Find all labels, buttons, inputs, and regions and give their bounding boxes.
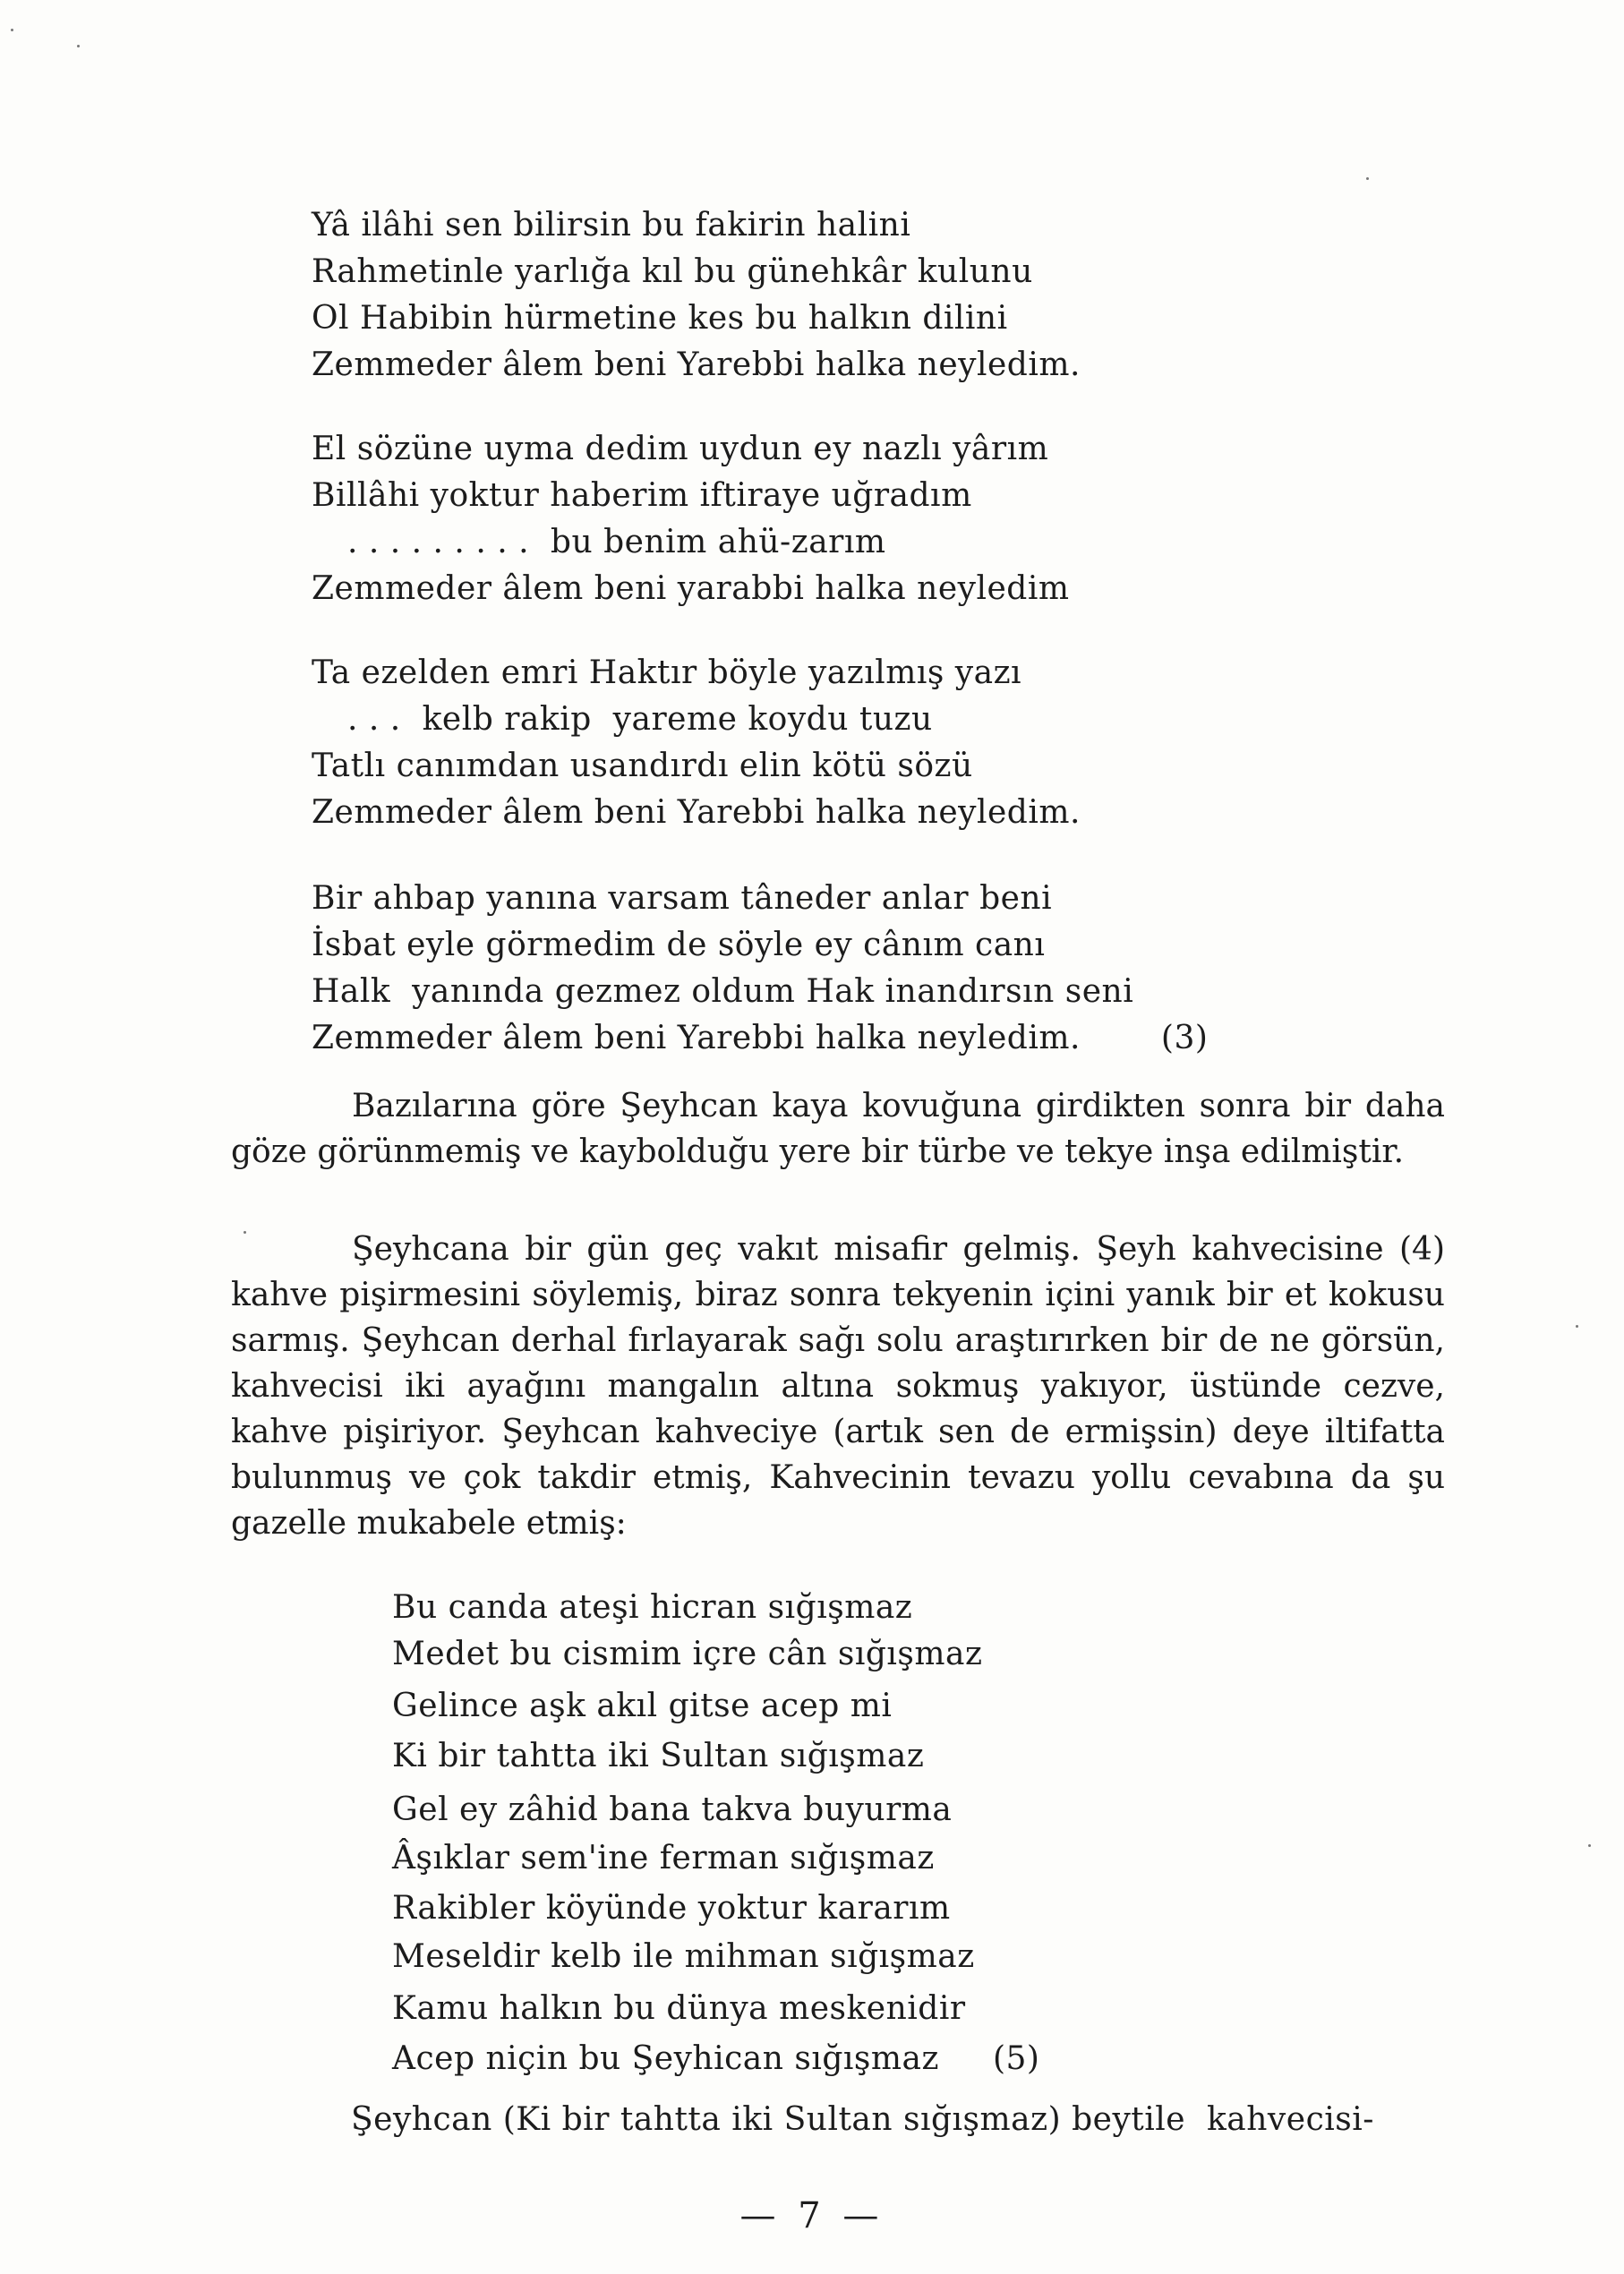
scan-speck [77,45,80,47]
page-number: — 7 — [739,2195,885,2236]
stanza4-line4 [312,1019,1208,1058]
gazel-line8: Meseldir kelb ile mihman sığışmaz [392,1938,975,1975]
stanza4-line1: Bir ahbap yanına varsam tâneder anlar beni [312,880,1053,917]
stanza1-line3: Ol Habibin hürmetine kes bu halkın dilini [312,300,1008,337]
footnote-ref-5: (5) [992,2040,1040,2077]
stanza1-line2: Rahmetinle yarlığa kıl bu günehkâr kulunu [312,253,1033,290]
stanza4-line2: İsbat eyle görmedim de söyle ey cânım canı [312,927,1046,963]
gazel-line3: Gelince aşk akıl gitse acep mi [392,1688,893,1724]
stanza3-line2: . . . kelb rakip yareme koydu tuzu [347,701,933,738]
gazel-line2: Medet bu cismim içre cân sığışmaz [392,1636,983,1672]
gazel-line1: Bu canda ateşi hicran sığışmaz [392,1589,913,1626]
stanza3-line3: Tatlı canımdan usandırdı elin kötü sözü [312,748,973,784]
stanza1-line4: Zemmeder âlem beni Yarebbi halka neyledim. [312,346,1081,383]
stanza3-line4: Zemmeder âlem beni Yarebbi halka neyledim. [312,794,1081,831]
closing-line: Şeyhcan (Ki bir tahtta iki Sultan sığışmaz) beytile kahvecisi- [351,2101,1374,2138]
stanza2-line4: Zemmeder âlem beni yarabbi halka neyledim [312,570,1070,607]
footnote-ref-3: (3) [1160,1020,1209,1056]
stanza3-line1: Ta ezelden emri Haktır böyle yazılmış yazı [312,654,1022,691]
gazel-line10-text: Acep niçin bu Şeyhican sığışmaz [392,2040,939,2077]
gazel-line6: Âşıklar sem'ine ferman sığışmaz [392,1840,935,1876]
stanza1-line1: Yâ ilâhi sen bilirsin bu fakirin halini [312,207,911,244]
scan-speck [11,29,13,31]
paragraph-1: Bazılarına göre Şeyhcan kaya kovuğuna girdikten sonra bir daha göze görünmemiş ve kaybolduğu yere bir türbe ve tekye inşa edilmiştir. [231,1088,1445,1170]
stanza4-line4-text: Zemmeder âlem beni Yarebbi halka neyledim. [312,1020,1081,1056]
gazel-line9: Kamu halkın bu dünya meskenidir [392,1990,966,2027]
stanza2-line3: . . . . . . . . . bu benim ahü-zarım [347,524,886,560]
scan-speck [1588,1844,1591,1847]
gazel-line10 [392,2039,1039,2079]
paragraph-2: Şeyhcana bir gün geç vakıt misafir gelmiş. Şeyh kahvecisine (4) kahve pişirmesini söylemiş, biraz sonra tekyenin içini yanık bir et kokusu sarmış. Şeyhcan derhal fırlayarak sağı solu araştırırken bir de ne görsün, kahvecisi iki ayağını mangalın altına sokmuş yakıyor, üstünde cezve, kahve pişiriyor. Şeyhcan kahveciye (artık sen de ermişsin) deye iltifatta bulunmuş ve çok takdir etmiş, Kahvecinin tevazu yollu cevabına da şu gazelle mukabele etmiş: [231,1231,1445,1542]
scan-speck [244,1231,246,1234]
gazel-line5: Gel ey zâhid bana takva buyurma [392,1791,953,1828]
scan-speck [1576,1325,1578,1328]
gazel-line7: Rakibler köyünde yoktur kararım [392,1890,951,1927]
stanza4-line3: Halk yanında gezmez oldum Hak inandırsın seni [312,973,1134,1010]
stanza2-line2: Billâhi yoktur haberim iftiraye uğradım [312,477,972,514]
scan-speck [1366,177,1369,180]
stanza2-line1: El sözüne uyma dedim uydun ey nazlı yârım [312,431,1049,467]
gazel-line4: Ki bir tahtta iki Sultan sığışmaz [392,1738,925,1774]
